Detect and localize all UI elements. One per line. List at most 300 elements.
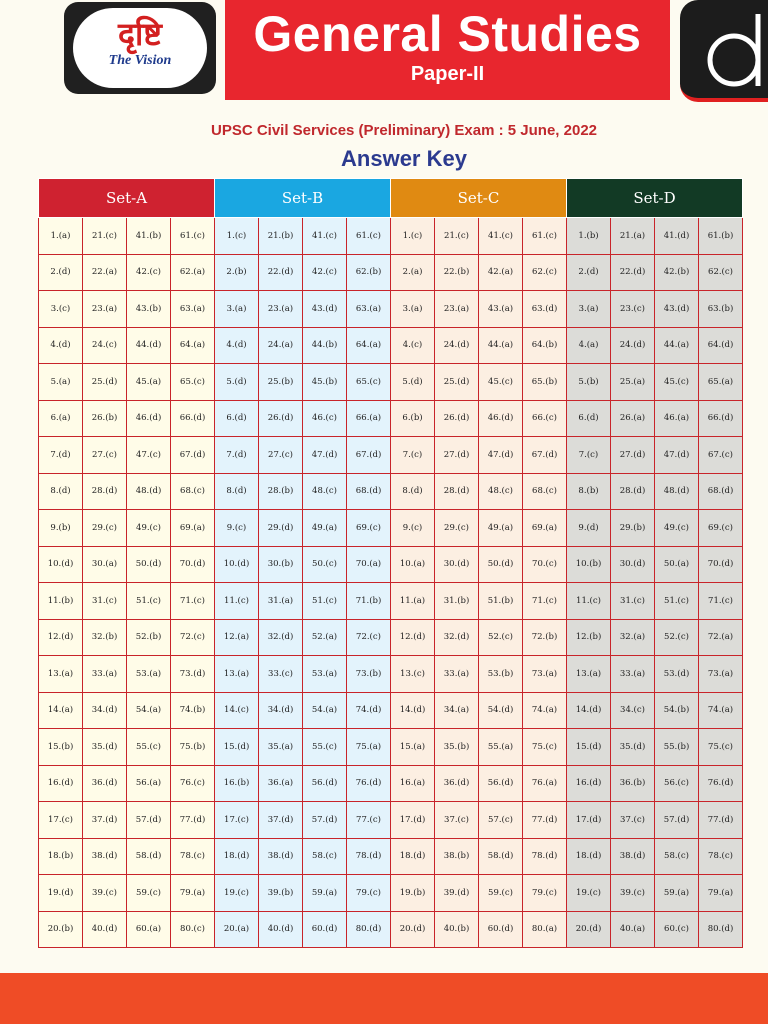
answer-cell: 35.(d): [83, 729, 127, 766]
answer-cell: 49.(c): [655, 510, 699, 547]
answer-cell: 75.(c): [523, 729, 567, 766]
answer-cell: 48.(c): [479, 473, 523, 510]
answer-cell: 61.(c): [347, 218, 391, 255]
answer-cell: 33.(a): [83, 656, 127, 693]
answer-cell: 21.(c): [435, 218, 479, 255]
answer-cell: 55.(c): [127, 729, 171, 766]
answer-cell: 38.(d): [611, 838, 655, 875]
drishti-logo-badge: [73, 8, 207, 88]
answer-cell: 35.(d): [611, 729, 655, 766]
answer-cell: 65.(b): [523, 364, 567, 401]
answer-cell: 58.(d): [127, 838, 171, 875]
answer-cell: 78.(d): [347, 838, 391, 875]
answer-cell: 28.(d): [611, 473, 655, 510]
answer-cell: 32.(d): [259, 619, 303, 656]
answer-cell: 9.(c): [215, 510, 259, 547]
answer-cell: 11.(a): [391, 583, 435, 620]
logo-hindi-text: दृष्टि: [118, 15, 162, 53]
answer-cell: 58.(c): [655, 838, 699, 875]
answer-cell: 42.(b): [655, 254, 699, 291]
answer-cell: 9.(d): [567, 510, 611, 547]
answer-cell: 52.(c): [479, 619, 523, 656]
answer-cell: 67.(d): [523, 437, 567, 474]
page-title: General Studies: [253, 6, 642, 62]
answer-cell: 9.(c): [391, 510, 435, 547]
answer-cell: 31.(a): [259, 583, 303, 620]
answer-cell: 73.(a): [523, 656, 567, 693]
answer-cell: 59.(c): [127, 875, 171, 912]
set-d-header: Set-D: [567, 179, 743, 218]
answer-cell: 26.(b): [83, 400, 127, 437]
answer-cell: 5.(a): [39, 364, 83, 401]
answer-cell: 39.(c): [611, 875, 655, 912]
answer-row: [39, 838, 743, 875]
answer-cell: 72.(c): [171, 619, 215, 656]
answer-cell: 50.(d): [127, 546, 171, 583]
answer-cell: 75.(b): [171, 729, 215, 766]
answer-cell: 70.(c): [523, 546, 567, 583]
answer-cell: 36.(a): [259, 765, 303, 802]
answer-cell: 60.(a): [127, 911, 171, 948]
answer-cell: 17.(c): [215, 802, 259, 839]
answer-cell: 75.(c): [699, 729, 743, 766]
answer-row: [39, 765, 743, 802]
answer-cell: 28.(d): [435, 473, 479, 510]
answer-cell: 70.(d): [699, 546, 743, 583]
answer-cell: 71.(b): [347, 583, 391, 620]
answer-cell: 40.(b): [435, 911, 479, 948]
answer-row: [39, 619, 743, 656]
answer-cell: 3.(a): [567, 291, 611, 328]
answer-cell: 39.(d): [435, 875, 479, 912]
answer-cell: 19.(d): [39, 875, 83, 912]
answer-cell: 35.(b): [435, 729, 479, 766]
answer-cell: 46.(d): [127, 400, 171, 437]
answer-cell: 47.(d): [479, 437, 523, 474]
answer-cell: 74.(a): [523, 692, 567, 729]
answer-cell: 59.(c): [479, 875, 523, 912]
answer-cell: 40.(a): [611, 911, 655, 948]
set-b-header: Set-B: [215, 179, 391, 218]
answer-cell: 14.(a): [39, 692, 83, 729]
answer-cell: 8.(b): [567, 473, 611, 510]
answer-cell: 72.(b): [523, 619, 567, 656]
answer-cell: 60.(d): [303, 911, 347, 948]
answer-cell: 57.(d): [303, 802, 347, 839]
answer-cell: 25.(a): [611, 364, 655, 401]
answer-cell: 79.(c): [347, 875, 391, 912]
answer-cell: 1.(b): [567, 218, 611, 255]
answer-cell: 43.(d): [655, 291, 699, 328]
answer-cell: 77.(c): [347, 802, 391, 839]
answer-cell: 27.(d): [611, 437, 655, 474]
answer-cell: 47.(c): [127, 437, 171, 474]
answer-cell: 30.(b): [259, 546, 303, 583]
answer-cell: 4.(a): [567, 327, 611, 364]
answer-cell: 19.(c): [567, 875, 611, 912]
answer-cell: 67.(d): [347, 437, 391, 474]
answer-cell: 14.(d): [391, 692, 435, 729]
answer-cell: 3.(a): [215, 291, 259, 328]
answer-cell: 26.(d): [259, 400, 303, 437]
answer-cell: 3.(c): [39, 291, 83, 328]
answer-cell: 2.(a): [391, 254, 435, 291]
answer-cell: 60.(c): [655, 911, 699, 948]
answer-cell: 13.(a): [215, 656, 259, 693]
answer-cell: 45.(b): [303, 364, 347, 401]
answer-row: [39, 692, 743, 729]
answer-cell: 36.(b): [611, 765, 655, 802]
answer-cell: 41.(c): [479, 218, 523, 255]
answer-cell: 39.(b): [259, 875, 303, 912]
answer-cell: 72.(c): [347, 619, 391, 656]
answer-cell: 16.(d): [39, 765, 83, 802]
answer-cell: 45.(c): [655, 364, 699, 401]
answer-cell: 35.(a): [259, 729, 303, 766]
answer-row: [39, 802, 743, 839]
answer-cell: 46.(d): [479, 400, 523, 437]
answer-cell: 73.(b): [347, 656, 391, 693]
answer-cell: 34.(a): [435, 692, 479, 729]
answer-cell: 9.(b): [39, 510, 83, 547]
answer-cell: 21.(c): [83, 218, 127, 255]
answer-cell: 17.(d): [391, 802, 435, 839]
answer-cell: 73.(d): [171, 656, 215, 693]
answer-cell: 80.(a): [523, 911, 567, 948]
answer-cell: 34.(c): [611, 692, 655, 729]
answer-cell: 17.(c): [39, 802, 83, 839]
answer-cell: 71.(c): [699, 583, 743, 620]
answer-cell: 46.(c): [303, 400, 347, 437]
answer-cell: 63.(a): [171, 291, 215, 328]
answer-cell: 63.(d): [523, 291, 567, 328]
answer-cell: 8.(d): [39, 473, 83, 510]
answer-cell: 11.(b): [39, 583, 83, 620]
answer-cell: 1.(c): [391, 218, 435, 255]
answer-cell: 64.(b): [523, 327, 567, 364]
answer-cell: 36.(d): [435, 765, 479, 802]
answer-cell: 5.(b): [567, 364, 611, 401]
answer-cell: 6.(b): [391, 400, 435, 437]
answer-cell: 68.(c): [171, 473, 215, 510]
answer-cell: 16.(a): [391, 765, 435, 802]
answer-cell: 1.(c): [215, 218, 259, 255]
answer-cell: 7.(c): [391, 437, 435, 474]
answer-cell: 80.(d): [699, 911, 743, 948]
answer-cell: 13.(c): [391, 656, 435, 693]
answer-cell: 41.(c): [303, 218, 347, 255]
answer-cell: 44.(a): [655, 327, 699, 364]
answer-cell: 47.(d): [655, 437, 699, 474]
answer-row: [39, 510, 743, 547]
answer-cell: 49.(a): [303, 510, 347, 547]
answer-cell: 49.(a): [479, 510, 523, 547]
footer-bar: [0, 973, 768, 1024]
answer-cell: 33.(a): [611, 656, 655, 693]
d-letter-icon: [702, 8, 768, 94]
answer-cell: 55.(c): [303, 729, 347, 766]
answer-cell: 59.(a): [655, 875, 699, 912]
answer-cell: 29.(b): [611, 510, 655, 547]
answer-cell: 5.(d): [391, 364, 435, 401]
answer-cell: 21.(b): [259, 218, 303, 255]
answer-cell: 51.(c): [303, 583, 347, 620]
answer-cell: 56.(a): [127, 765, 171, 802]
answer-cell: 69.(c): [347, 510, 391, 547]
answer-cell: 6.(d): [215, 400, 259, 437]
answer-cell: 66.(d): [699, 400, 743, 437]
answer-cell: 18.(b): [39, 838, 83, 875]
answer-cell: 30.(a): [83, 546, 127, 583]
answer-cell: 52.(a): [303, 619, 347, 656]
answer-cell: 37.(d): [83, 802, 127, 839]
answer-cell: 80.(d): [347, 911, 391, 948]
answer-cell: 3.(a): [391, 291, 435, 328]
answer-cell: 71.(c): [171, 583, 215, 620]
answer-cell: 55.(a): [479, 729, 523, 766]
answer-cell: 63.(a): [347, 291, 391, 328]
answer-cell: 27.(c): [83, 437, 127, 474]
answer-cell: 68.(c): [523, 473, 567, 510]
answer-cell: 66.(d): [171, 400, 215, 437]
answer-cell: 73.(a): [699, 656, 743, 693]
answer-cell: 1.(a): [39, 218, 83, 255]
answer-cell: 77.(d): [523, 802, 567, 839]
answer-cell: 38.(d): [259, 838, 303, 875]
answer-row: [39, 656, 743, 693]
answer-cell: 22.(b): [435, 254, 479, 291]
answer-cell: 21.(a): [611, 218, 655, 255]
answer-cell: 77.(d): [171, 802, 215, 839]
answer-cell: 60.(d): [479, 911, 523, 948]
answer-cell: 20.(a): [215, 911, 259, 948]
answer-cell: 37.(c): [435, 802, 479, 839]
answer-cell: 32.(a): [611, 619, 655, 656]
answer-cell: 62.(b): [347, 254, 391, 291]
answer-cell: 70.(a): [347, 546, 391, 583]
answer-key-heading: Answer Key: [341, 146, 467, 171]
answer-cell: 57.(d): [127, 802, 171, 839]
answer-cell: 37.(c): [611, 802, 655, 839]
answer-cell: 23.(a): [83, 291, 127, 328]
answer-cell: 57.(d): [655, 802, 699, 839]
answer-cell: 68.(d): [699, 473, 743, 510]
answer-cell: 29.(c): [83, 510, 127, 547]
answer-cell: 43.(d): [303, 291, 347, 328]
answer-cell: 8.(d): [391, 473, 435, 510]
answer-cell: 26.(a): [611, 400, 655, 437]
answer-cell: 7.(d): [39, 437, 83, 474]
answer-cell: 64.(a): [347, 327, 391, 364]
answer-cell: 5.(d): [215, 364, 259, 401]
answer-cell: 71.(c): [523, 583, 567, 620]
answer-cell: 14.(d): [567, 692, 611, 729]
answer-row: [39, 546, 743, 583]
answer-row: [39, 364, 743, 401]
answer-cell: 28.(b): [259, 473, 303, 510]
answer-cell: 22.(d): [259, 254, 303, 291]
answer-cell: 51.(c): [655, 583, 699, 620]
answer-row: [39, 218, 743, 255]
answer-cell: 38.(b): [435, 838, 479, 875]
answer-cell: 29.(d): [259, 510, 303, 547]
answer-cell: 59.(a): [303, 875, 347, 912]
answer-cell: 20.(d): [391, 911, 435, 948]
answer-cell: 62.(c): [523, 254, 567, 291]
answer-cell: 44.(d): [127, 327, 171, 364]
answer-cell: 10.(b): [567, 546, 611, 583]
answer-cell: 79.(a): [699, 875, 743, 912]
answer-cell: 2.(d): [567, 254, 611, 291]
answer-cell: 39.(c): [83, 875, 127, 912]
answer-cell: 20.(d): [567, 911, 611, 948]
answer-cell: 55.(b): [655, 729, 699, 766]
answer-cell: 12.(d): [39, 619, 83, 656]
answer-cell: 76.(c): [171, 765, 215, 802]
answer-row: [39, 437, 743, 474]
answer-cell: 79.(a): [171, 875, 215, 912]
answer-cell: 54.(b): [655, 692, 699, 729]
answer-cell: 12.(d): [391, 619, 435, 656]
answer-cell: 48.(c): [303, 473, 347, 510]
answer-cell: 53.(b): [479, 656, 523, 693]
answer-cell: 38.(d): [83, 838, 127, 875]
answer-row: [39, 327, 743, 364]
answer-row: [39, 400, 743, 437]
answer-cell: 61.(c): [523, 218, 567, 255]
answer-cell: 69.(a): [171, 510, 215, 547]
answer-cell: 74.(a): [699, 692, 743, 729]
answer-cell: 54.(a): [303, 692, 347, 729]
answer-cell: 30.(d): [435, 546, 479, 583]
answer-cell: 67.(c): [699, 437, 743, 474]
answer-cell: 15.(d): [567, 729, 611, 766]
answer-cell: 33.(c): [259, 656, 303, 693]
answer-cell: 64.(a): [171, 327, 215, 364]
answer-cell: 25.(d): [83, 364, 127, 401]
answer-cell: 19.(c): [215, 875, 259, 912]
answer-cell: 41.(d): [655, 218, 699, 255]
answer-cell: 10.(d): [215, 546, 259, 583]
answer-cell: 49.(c): [127, 510, 171, 547]
answer-cell: 69.(c): [699, 510, 743, 547]
answer-cell: 18.(d): [567, 838, 611, 875]
answer-cell: 76.(d): [347, 765, 391, 802]
answer-cell: 40.(d): [259, 911, 303, 948]
answer-cell: 52.(b): [127, 619, 171, 656]
answer-row: [39, 729, 743, 766]
answer-cell: 31.(c): [611, 583, 655, 620]
answer-cell: 56.(d): [479, 765, 523, 802]
answer-cell: 69.(a): [523, 510, 567, 547]
answer-cell: 28.(d): [83, 473, 127, 510]
set-a-header: Set-A: [39, 179, 215, 218]
answer-cell: 52.(c): [655, 619, 699, 656]
answer-cell: 66.(a): [347, 400, 391, 437]
answer-cell: 76.(d): [699, 765, 743, 802]
answer-cell: 15.(d): [215, 729, 259, 766]
answer-cell: 15.(b): [39, 729, 83, 766]
answer-cell: 24.(d): [435, 327, 479, 364]
answer-cell: 65.(c): [171, 364, 215, 401]
answer-cell: 22.(a): [83, 254, 127, 291]
answer-cell: 11.(c): [567, 583, 611, 620]
answer-cell: 58.(c): [303, 838, 347, 875]
answer-cell: 20.(b): [39, 911, 83, 948]
answer-cell: 48.(d): [655, 473, 699, 510]
answer-cell: 45.(a): [127, 364, 171, 401]
answer-cell: 11.(c): [215, 583, 259, 620]
answer-cell: 78.(d): [523, 838, 567, 875]
answer-row: [39, 254, 743, 291]
answer-cell: 29.(c): [435, 510, 479, 547]
answer-cell: 65.(a): [699, 364, 743, 401]
answer-cell: 61.(b): [699, 218, 743, 255]
answer-cell: 30.(d): [611, 546, 655, 583]
answer-row: [39, 583, 743, 620]
answer-cell: 2.(b): [215, 254, 259, 291]
answer-cell: 27.(c): [259, 437, 303, 474]
answer-cell: 63.(b): [699, 291, 743, 328]
set-c-header: Set-C: [391, 179, 567, 218]
answer-cell: 68.(d): [347, 473, 391, 510]
answer-cell: 76.(a): [523, 765, 567, 802]
answer-cell: 41.(b): [127, 218, 171, 255]
set-header-row: [39, 179, 743, 218]
answer-cell: 70.(d): [171, 546, 215, 583]
answer-cell: 7.(c): [567, 437, 611, 474]
answer-cell: 43.(b): [127, 291, 171, 328]
answer-cell: 56.(d): [303, 765, 347, 802]
answer-cell: 23.(a): [259, 291, 303, 328]
answer-cell: 53.(d): [655, 656, 699, 693]
answer-row: [39, 473, 743, 510]
answer-cell: 23.(a): [435, 291, 479, 328]
answer-cell: 47.(d): [303, 437, 347, 474]
answer-cell: 13.(a): [39, 656, 83, 693]
answer-cell: 46.(a): [655, 400, 699, 437]
answer-cell: 50.(d): [479, 546, 523, 583]
answer-cell: 78.(c): [699, 838, 743, 875]
answer-cell: 31.(b): [435, 583, 479, 620]
page-subtitle: Paper-II: [410, 63, 485, 85]
title-banner: [225, 0, 670, 100]
answer-cell: 34.(d): [259, 692, 303, 729]
answer-cell: 6.(a): [39, 400, 83, 437]
answer-cell: 64.(d): [699, 327, 743, 364]
answer-cell: 23.(c): [611, 291, 655, 328]
answer-cell: 16.(d): [567, 765, 611, 802]
answer-cell: 44.(a): [479, 327, 523, 364]
answer-cell: 33.(a): [435, 656, 479, 693]
answer-cell: 22.(d): [611, 254, 655, 291]
answer-cell: 2.(d): [39, 254, 83, 291]
answer-cell: 4.(d): [215, 327, 259, 364]
answer-cell: 24.(d): [611, 327, 655, 364]
answer-cell: 36.(d): [83, 765, 127, 802]
answer-cell: 50.(c): [303, 546, 347, 583]
answer-cell: 51.(b): [479, 583, 523, 620]
answer-cell: 66.(c): [523, 400, 567, 437]
answer-cell: 24.(c): [83, 327, 127, 364]
answer-cell: 48.(d): [127, 473, 171, 510]
answer-cell: 15.(a): [391, 729, 435, 766]
answer-cell: 27.(d): [435, 437, 479, 474]
answer-cell: 25.(d): [435, 364, 479, 401]
answer-cell: 32.(b): [83, 619, 127, 656]
answer-cell: 16.(b): [215, 765, 259, 802]
answer-cell: 14.(c): [215, 692, 259, 729]
